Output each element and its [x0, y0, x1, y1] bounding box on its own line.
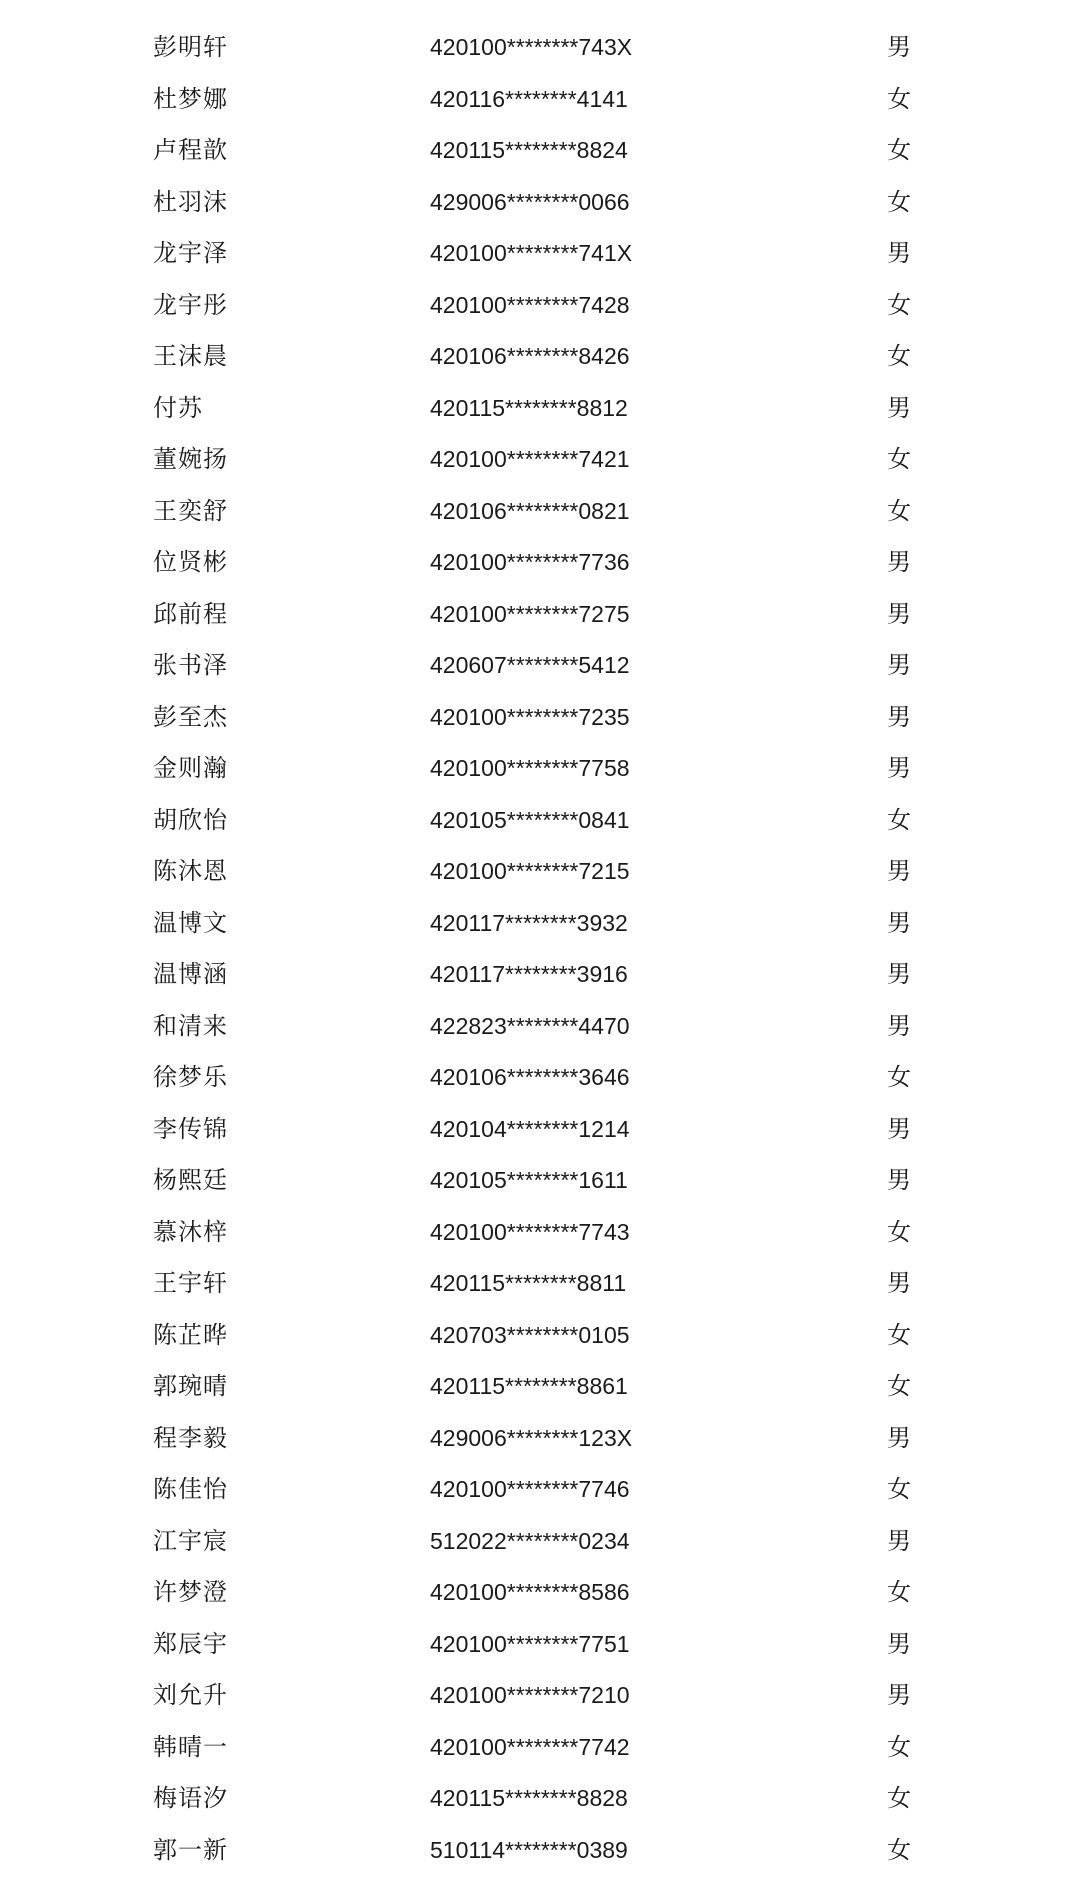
gender: 女 — [887, 1217, 911, 1246]
roster-row — [0, 1421, 1080, 1473]
gender: 男 — [887, 651, 911, 679]
id-number: 429006********123X — [430, 1424, 633, 1451]
roster-row — [0, 854, 1080, 906]
id-number: 420106********3646 — [430, 1064, 630, 1090]
person-name: 付苏 — [153, 393, 203, 422]
roster-row — [0, 648, 1080, 700]
person-name: 龙宇彤 — [153, 290, 228, 319]
gender: 女 — [887, 1784, 911, 1812]
id-number: 420100********7742 — [430, 1733, 630, 1760]
id-number: 420100********7215 — [430, 858, 630, 884]
gender: 女 — [887, 805, 911, 834]
id-number: 420104********1214 — [430, 1115, 630, 1142]
gender: 女 — [887, 1732, 911, 1761]
id-number: 420117********3932 — [430, 909, 628, 936]
person-name: 位贤彬 — [153, 548, 228, 576]
id-number: 420100********7746 — [430, 1476, 630, 1502]
id-number: 420100********7275 — [430, 600, 630, 627]
roster-row — [0, 1112, 1080, 1164]
person-name: 彭明轩 — [153, 33, 228, 61]
id-number: 420100********7736 — [430, 549, 630, 575]
roster-list — [0, 30, 1080, 1884]
id-number: 420100********7421 — [430, 446, 630, 472]
gender: 男 — [887, 702, 911, 731]
gender: 男 — [887, 1629, 911, 1658]
id-number: 420100********7428 — [430, 291, 630, 318]
gender: 男 — [887, 960, 911, 988]
roster-row — [0, 1472, 1080, 1524]
person-name: 郑辰宇 — [153, 1629, 228, 1658]
person-name: 郭一新 — [153, 1835, 228, 1864]
person-name: 杜羽沫 — [153, 187, 228, 216]
person-name: 董婉扬 — [153, 445, 228, 473]
id-number: 420115********8828 — [430, 1785, 628, 1811]
gender: 男 — [887, 1681, 911, 1709]
gender: 男 — [887, 1011, 911, 1040]
person-name: 王宇轩 — [153, 1269, 228, 1297]
person-name: 王沫晨 — [153, 342, 228, 370]
id-number: 420117********3916 — [430, 961, 628, 987]
gender: 男 — [887, 548, 911, 576]
id-number: 420100********743X — [430, 34, 633, 60]
roster-row — [0, 700, 1080, 752]
id-number: 512022********0234 — [430, 1527, 630, 1554]
roster-row — [0, 803, 1080, 855]
gender: 男 — [887, 1269, 911, 1297]
gender: 女 — [887, 290, 911, 319]
roster-row — [0, 957, 1080, 1009]
roster-row — [0, 339, 1080, 391]
person-name: 邱前程 — [153, 599, 228, 628]
person-name: 王奕舒 — [153, 496, 228, 525]
gender: 女 — [887, 342, 911, 370]
roster-row — [0, 1627, 1080, 1679]
id-number: 420105********0841 — [430, 806, 630, 833]
roster-row — [0, 1060, 1080, 1112]
roster-row — [0, 1215, 1080, 1267]
gender: 男 — [887, 393, 911, 422]
id-number: 420703********0105 — [430, 1321, 630, 1348]
gender: 男 — [887, 857, 911, 885]
roster-row — [0, 1163, 1080, 1215]
gender: 女 — [887, 445, 911, 473]
person-name: 郭琬晴 — [153, 1372, 228, 1400]
roster-row — [0, 1009, 1080, 1061]
roster-row — [0, 1678, 1080, 1730]
gender: 男 — [887, 1526, 911, 1555]
gender: 女 — [887, 1320, 911, 1349]
id-number: 422823********4470 — [430, 1012, 630, 1039]
gender: 女 — [887, 136, 911, 164]
roster-row — [0, 1369, 1080, 1421]
roster-row — [0, 1318, 1080, 1370]
id-number: 420100********741X — [430, 240, 633, 266]
gender: 男 — [887, 1114, 911, 1143]
roster-row — [0, 185, 1080, 237]
id-number: 420100********7743 — [430, 1218, 630, 1245]
gender: 女 — [887, 1578, 911, 1606]
person-name: 慕沐梓 — [153, 1217, 228, 1246]
gender: 男 — [887, 908, 911, 937]
gender: 女 — [887, 1063, 911, 1091]
gender: 男 — [887, 239, 911, 267]
id-number: 420105********1611 — [430, 1167, 628, 1193]
id-number: 420100********7235 — [430, 703, 630, 730]
roster-row — [0, 597, 1080, 649]
person-name: 江宇宸 — [153, 1526, 228, 1555]
roster-row — [0, 442, 1080, 494]
person-name: 张书泽 — [153, 651, 228, 679]
roster-row — [0, 236, 1080, 288]
id-number: 420115********8811 — [430, 1270, 627, 1296]
roster-row — [0, 82, 1080, 134]
roster-row — [0, 906, 1080, 958]
id-number: 420100********8586 — [430, 1579, 630, 1605]
id-number: 420115********8861 — [430, 1373, 628, 1399]
person-name: 程李毅 — [153, 1423, 228, 1452]
id-number: 420607********5412 — [430, 652, 630, 678]
person-name: 杜梦娜 — [153, 84, 228, 113]
person-name: 陈佳怡 — [153, 1475, 228, 1503]
roster-row — [0, 288, 1080, 340]
roster-row — [0, 1833, 1080, 1885]
roster-row — [0, 1524, 1080, 1576]
gender: 男 — [887, 33, 911, 61]
gender: 男 — [887, 1166, 911, 1194]
roster-row — [0, 391, 1080, 443]
gender: 女 — [887, 496, 911, 525]
person-name: 温博涵 — [153, 960, 228, 988]
gender: 女 — [887, 1835, 911, 1864]
person-name: 温博文 — [153, 908, 228, 937]
person-name: 和清来 — [153, 1011, 228, 1040]
gender: 男 — [887, 599, 911, 628]
id-number: 420106********0821 — [430, 497, 630, 524]
person-name: 卢程歆 — [153, 136, 228, 164]
roster-row — [0, 1781, 1080, 1833]
id-number: 420115********8812 — [430, 394, 628, 421]
gender: 男 — [887, 754, 911, 782]
person-name: 陈芷晔 — [153, 1320, 228, 1349]
person-name: 梅语汐 — [153, 1784, 228, 1812]
id-number: 420116********4141 — [430, 85, 628, 112]
person-name: 龙宇泽 — [153, 239, 228, 267]
roster-row — [0, 1575, 1080, 1627]
roster-row — [0, 545, 1080, 597]
roster-row — [0, 133, 1080, 185]
person-name: 韩晴一 — [153, 1732, 228, 1761]
id-number: 420115********8824 — [430, 137, 628, 163]
roster-row — [0, 1730, 1080, 1782]
person-name: 胡欣怡 — [153, 805, 228, 834]
gender: 女 — [887, 1475, 911, 1503]
id-number: 420106********8426 — [430, 343, 630, 369]
person-name: 李传锦 — [153, 1114, 228, 1143]
person-name: 刘允升 — [153, 1681, 228, 1709]
gender: 女 — [887, 84, 911, 113]
person-name: 徐梦乐 — [153, 1063, 228, 1091]
person-name: 杨熙廷 — [153, 1166, 228, 1194]
id-number: 510114********0389 — [430, 1836, 628, 1863]
roster-row — [0, 1266, 1080, 1318]
id-number: 420100********7751 — [430, 1630, 630, 1657]
person-name: 许梦澄 — [153, 1578, 228, 1606]
roster-row — [0, 494, 1080, 546]
id-number: 420100********7210 — [430, 1682, 630, 1708]
gender: 男 — [887, 1423, 911, 1452]
person-name: 金则瀚 — [153, 754, 228, 782]
roster-row — [0, 30, 1080, 82]
gender: 女 — [887, 187, 911, 216]
roster-row — [0, 751, 1080, 803]
person-name: 彭至杰 — [153, 702, 228, 731]
person-name: 陈沐恩 — [153, 857, 228, 885]
gender: 女 — [887, 1372, 911, 1400]
id-number: 420100********7758 — [430, 755, 630, 781]
id-number: 429006********0066 — [430, 188, 630, 215]
